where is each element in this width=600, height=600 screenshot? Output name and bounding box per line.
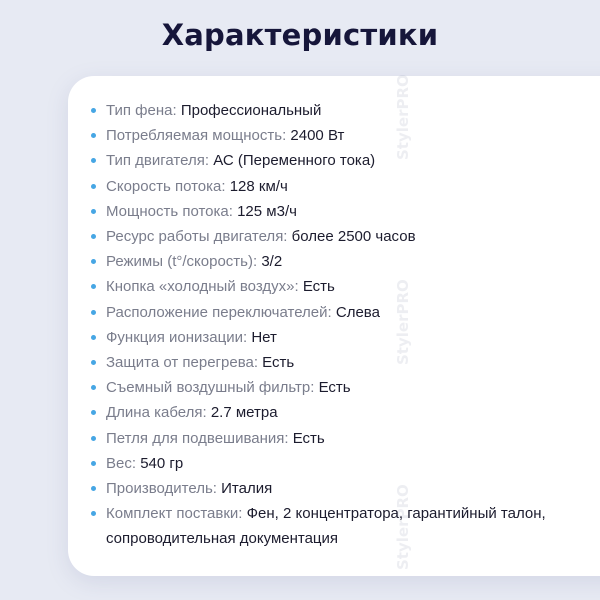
bullet-icon bbox=[91, 158, 96, 163]
spec-label: Кнопка «холодный воздух»: bbox=[106, 278, 299, 296]
spec-value: 3/2 bbox=[261, 253, 283, 271]
watermark-text: StylerPRO bbox=[394, 279, 412, 365]
spec-value: 2400 Вт bbox=[290, 127, 345, 145]
spec-value: Есть bbox=[292, 429, 325, 447]
spec-item-weight bbox=[88, 451, 588, 476]
spec-value: Есть bbox=[302, 278, 335, 296]
bullet-icon bbox=[91, 511, 96, 516]
spec-label: Вес: bbox=[106, 454, 137, 472]
bullet-icon bbox=[91, 335, 96, 340]
bullet-icon bbox=[91, 310, 96, 315]
spec-value: Есть bbox=[318, 379, 351, 397]
bullet-icon bbox=[91, 486, 96, 491]
bullet-icon bbox=[91, 108, 96, 113]
spec-item-hanging-loop bbox=[88, 426, 588, 451]
spec-label: Режимы (t°/скорость): bbox=[106, 253, 258, 271]
spec-value: 128 км/ч bbox=[229, 177, 288, 195]
bullet-icon bbox=[91, 436, 96, 441]
bullet-icon bbox=[91, 410, 96, 415]
spec-value: более 2500 часов bbox=[291, 228, 416, 246]
spec-label: Тип фена: bbox=[106, 102, 177, 119]
spec-item-switch-location bbox=[88, 300, 588, 325]
bullet-icon bbox=[91, 133, 96, 138]
spec-value: Нет bbox=[251, 328, 277, 346]
spec-value: 540 гр bbox=[140, 454, 184, 472]
spec-label: Потребляемая мощность: bbox=[106, 127, 287, 145]
spec-label: Комплект поставки: bbox=[106, 505, 243, 523]
spec-item-flow-power bbox=[88, 199, 588, 224]
spec-label: Ресурс работы двигателя: bbox=[106, 228, 288, 246]
spec-label: Производитель: bbox=[106, 480, 217, 498]
spec-label: Съемный воздушный фильтр: bbox=[106, 379, 315, 397]
spec-value: Профессиональный bbox=[180, 102, 322, 119]
spec-item-flow-speed bbox=[88, 174, 588, 199]
bullet-icon bbox=[91, 385, 96, 390]
spec-item-package-contents bbox=[88, 501, 588, 551]
bullet-icon bbox=[91, 234, 96, 239]
spec-value: Слева bbox=[335, 303, 380, 321]
specs-list bbox=[88, 98, 588, 552]
page-title: Характеристики bbox=[161, 18, 439, 52]
spec-item-motor-lifetime bbox=[88, 224, 588, 249]
spec-item-power-consumption bbox=[88, 123, 588, 148]
spec-label: Мощность потока: bbox=[106, 202, 233, 220]
spec-item-dryer-type bbox=[88, 98, 588, 123]
spec-item-motor-type bbox=[88, 148, 588, 173]
spec-item-ionization bbox=[88, 325, 588, 350]
spec-label: Защита от перегрева: bbox=[106, 354, 258, 372]
bullet-icon bbox=[91, 461, 96, 466]
spec-value: Фен, 2 концентратора, гарантийный талон, сопроводительная документация bbox=[106, 505, 546, 548]
spec-item-cold-air-button bbox=[88, 274, 588, 299]
bullet-icon bbox=[91, 184, 96, 189]
spec-value: Есть bbox=[262, 354, 295, 372]
spec-item-overheat-protection bbox=[88, 350, 588, 375]
spec-item-cable-length bbox=[88, 400, 588, 425]
watermark-text: StylerPRO bbox=[394, 484, 412, 570]
spec-value: АС (Переменного тока) bbox=[213, 152, 376, 170]
spec-item-removable-filter bbox=[88, 375, 588, 400]
spec-label: Тип двигателя: bbox=[106, 152, 210, 170]
spec-item-manufacturer bbox=[88, 476, 588, 501]
bullet-icon bbox=[91, 284, 96, 289]
spec-value: 125 м3/ч bbox=[237, 202, 297, 220]
spec-label: Петля для подвешивания: bbox=[106, 429, 289, 447]
spec-label: Длина кабеля: bbox=[106, 404, 207, 422]
spec-label: Расположение переключателей: bbox=[106, 303, 332, 321]
bullet-icon bbox=[91, 209, 96, 214]
bullet-icon bbox=[91, 360, 96, 365]
spec-item-modes bbox=[88, 249, 588, 274]
spec-label: Функция ионизации: bbox=[106, 328, 248, 346]
bullet-icon bbox=[91, 259, 96, 264]
watermark-text: StylerPRO bbox=[394, 74, 412, 160]
spec-value: 2.7 метра bbox=[210, 404, 278, 422]
spec-label: Скорость потока: bbox=[106, 177, 226, 195]
spec-value: Италия bbox=[221, 480, 273, 498]
